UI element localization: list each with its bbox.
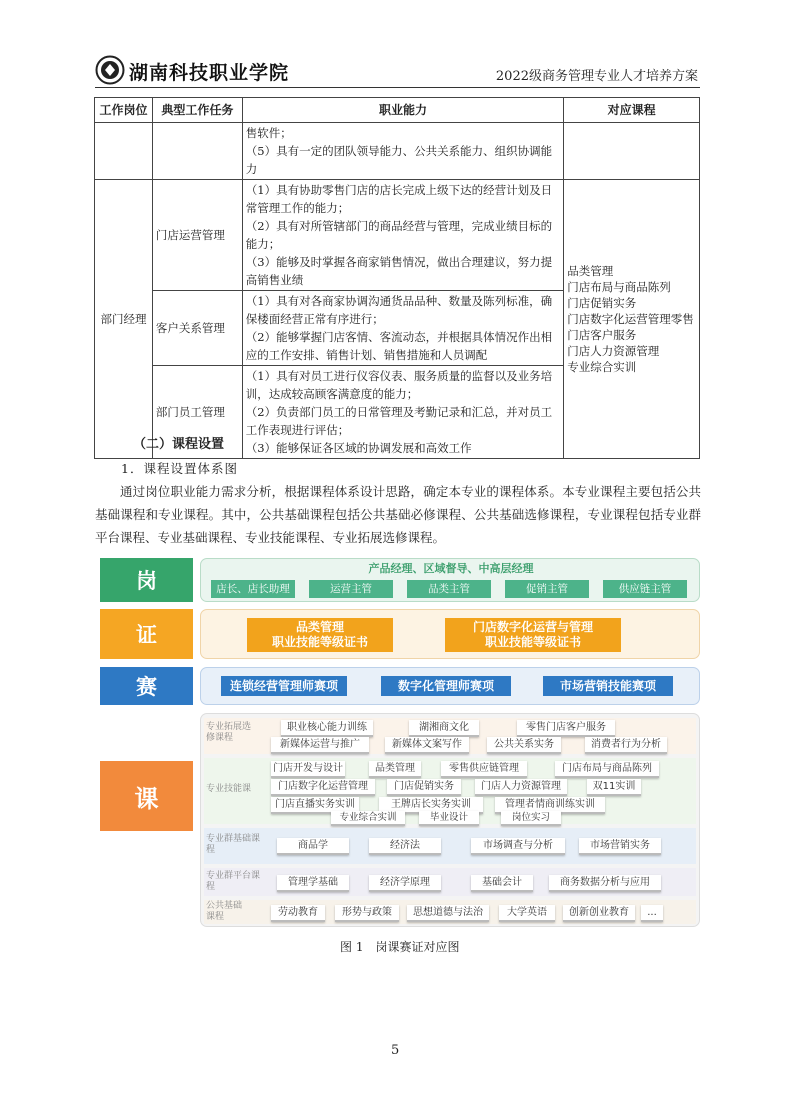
section-subtitle: 1．课程设置体系图 — [121, 461, 238, 476]
panel-gang — [200, 558, 700, 602]
ability-line: （2）负责部门员工的日常管理及考勤记录和汇总，并对员工工作表现进行评估； — [245, 405, 553, 437]
band-label: 专业拓展选修课程 — [206, 722, 252, 743]
course-chip: 专业综合实训 — [331, 811, 405, 826]
ability-cell — [242, 366, 563, 459]
band-label: 专业技能课 — [206, 784, 252, 794]
course-chip: 管理者情商训练实训 — [495, 797, 605, 814]
course-chip: 双11实训 — [587, 779, 641, 796]
course-chip: 门店数字化运营管理 — [271, 779, 375, 796]
job-ability-table — [94, 97, 700, 459]
school-logo-icon — [95, 55, 125, 85]
ability-line: （1）具有协助零售门店的店长完成上级下达的经营计划及日常管理工作的能力； — [245, 183, 553, 215]
course-chip: 新媒体文案写作 — [385, 737, 469, 754]
course-item: 门店数字化运营管理零售门店客户服务 — [567, 312, 694, 342]
course-chip: 劳动教育 — [271, 905, 325, 922]
band-label: 专业群基础课程 — [206, 834, 261, 855]
role-chip: 运营主管 — [309, 580, 393, 598]
gang-top-label: 产品经理、区域督导、中高层经理 — [368, 562, 534, 575]
ability-cell — [242, 291, 563, 366]
ability-line: （1）具有对员工进行仪容仪表、服务质量的监督以及业务培训，达成较高顾客满意度的能力； — [245, 369, 553, 401]
course-chip: 岗位实习 — [501, 811, 561, 826]
panel-sai — [200, 667, 700, 705]
ability-cell — [242, 180, 563, 291]
course-chip: 形势与政策 — [335, 905, 399, 922]
cert-line: 门店数字化运营与管理 — [472, 620, 593, 634]
tag-ke: 课 — [100, 761, 193, 831]
page-header — [95, 55, 700, 88]
course-chip: 品类管理 — [369, 761, 421, 778]
course-chip: 王牌店长实务实训 — [379, 797, 483, 814]
table-row — [95, 180, 700, 291]
course-chip: 创新创业教育 — [563, 905, 635, 922]
body-paragraph: 通过岗位职业能力需求分析，根据课程体系设计思路，确定本专业的课程体系。本专业课程主要包括公共基础课程和专业课程。其中，公共基础课程包括公共基础必修课程、公共基础选修课程，专业课程包括专业群平台课程、专业基础课程、专业技能课程、专业拓展选修课程。 — [95, 484, 701, 545]
course-chip: 毕业设计 — [419, 811, 479, 826]
course-item: 门店人力资源管理 — [567, 344, 660, 358]
task-cell: 门店运营管理 — [152, 180, 242, 291]
course-item: 门店布局与商品陈列 — [567, 280, 671, 294]
cell-empty — [95, 123, 153, 180]
course-chip: 商务数据分析与应用 — [549, 875, 661, 892]
curriculum-diagram — [97, 556, 702, 929]
ability-line: （1）具有对各商家协调沟通货品品种、数量及陈列标准，确保楼面经营正常有序进行； — [245, 294, 553, 326]
col-header-course: 对应课程 — [564, 98, 700, 123]
ability-line: （5）具有一定的团队领导能力、公共关系能力、组织协调能力 — [245, 144, 553, 176]
panel-ke — [200, 713, 700, 927]
ability-line: （2）具有对所管辖部门的商品经营与管理，完成业绩目标的能力； — [245, 219, 553, 251]
panel-zheng — [200, 609, 700, 659]
cert-line: 职业技能等级证书 — [484, 635, 581, 649]
course-chip: 职业核心能力训练 — [281, 720, 373, 737]
task-cell: 客户关系管理 — [152, 291, 242, 366]
contest-chip: 市场营销技能赛项 — [543, 676, 673, 696]
course-chip: 公共关系实务 — [487, 737, 561, 754]
school-name: 湖南科技职业学院 — [129, 62, 290, 84]
section-title: （二）课程设置 — [133, 437, 225, 452]
task-cell: 部门员工管理 — [152, 366, 242, 459]
cert-line: 职业技能等级证书 — [271, 635, 368, 649]
role-chip: 店长、店长助理 — [211, 580, 295, 598]
ability-line: （3）能够及时掌握各商家销售情况，做出合理建议，努力提高销售业绩 — [245, 255, 553, 287]
course-chip: 商品学 — [277, 838, 349, 855]
col-header-ability: 职业能力 — [242, 98, 563, 123]
tag-zheng: 证 — [100, 609, 193, 659]
course-chip: 新媒体运营与推广 — [271, 737, 369, 754]
course-chip: 零售门店客户服务 — [517, 720, 615, 737]
course-item: 品类管理 — [567, 264, 614, 278]
course-chip: 门店直播实务实训 — [271, 797, 359, 814]
course-chip: 门店人力资源管理 — [475, 779, 567, 796]
role-chip: 供应链主管 — [603, 580, 687, 598]
course-chip: ... — [641, 905, 663, 922]
course-item: 门店促销实务 — [567, 296, 637, 310]
tag-gang: 岗 — [100, 558, 193, 602]
col-header-position: 工作岗位 — [95, 98, 153, 123]
contest-chip: 连锁经营管理师赛项 — [221, 676, 347, 696]
course-cell — [564, 180, 700, 459]
course-chip: 市场调查与分析 — [471, 838, 565, 855]
band-label: 专业群平台课程 — [206, 871, 261, 892]
cell-empty — [564, 123, 700, 180]
col-header-task: 典型工作任务 — [152, 98, 242, 123]
course-chip: 思想道德与法治 — [407, 905, 489, 922]
band-label: 公共基础课程 — [206, 901, 243, 922]
cell-empty — [152, 123, 242, 180]
cert-line: 品类管理 — [295, 620, 344, 634]
course-chip: 大学英语 — [499, 905, 555, 922]
course-chip: 基础会计 — [471, 875, 533, 892]
course-item: 专业综合实训 — [567, 360, 637, 374]
page-number: 5 — [391, 1043, 400, 1058]
cert-chip — [445, 618, 621, 652]
figure-caption: 图 1 岗课赛证对应图 — [340, 940, 460, 954]
course-chip: 门店布局与商品陈列 — [555, 761, 659, 778]
position-cell: 部门经理 — [95, 180, 153, 459]
table-row-continued — [95, 123, 700, 180]
table-header-row — [95, 98, 700, 123]
ability-line: 售软件； — [245, 126, 292, 140]
document-title: 2022级商务管理专业人才培养方案 — [495, 69, 698, 84]
course-chip: 消费者行为分析 — [585, 737, 667, 754]
course-chip: 湖湘商文化 — [409, 720, 479, 737]
contest-chip: 数字化管理师赛项 — [381, 676, 511, 696]
ability-line: （2）能够掌握门店客情、客流动态，并根据具体情况作出相应的工作安排、销售计划、销售措施和人员调配 — [245, 330, 553, 362]
course-chip: 经济法 — [369, 838, 441, 855]
tag-sai: 赛 — [100, 667, 193, 705]
role-chip: 品类主管 — [407, 580, 491, 598]
course-chip: 市场营销实务 — [579, 838, 661, 855]
cert-chip — [247, 618, 393, 652]
course-chip: 经济学原理 — [369, 875, 441, 892]
course-chip: 零售供应链管理 — [441, 761, 527, 778]
role-chip: 促销主管 — [505, 580, 589, 598]
course-chip: 管理学基础 — [277, 875, 349, 892]
ability-cell — [242, 123, 563, 180]
course-chip: 门店开发与设计 — [271, 761, 345, 778]
ability-line: （3）能够保证各区域的协调发展和高效工作 — [245, 441, 472, 455]
course-chip: 门店促销实务 — [387, 779, 461, 796]
